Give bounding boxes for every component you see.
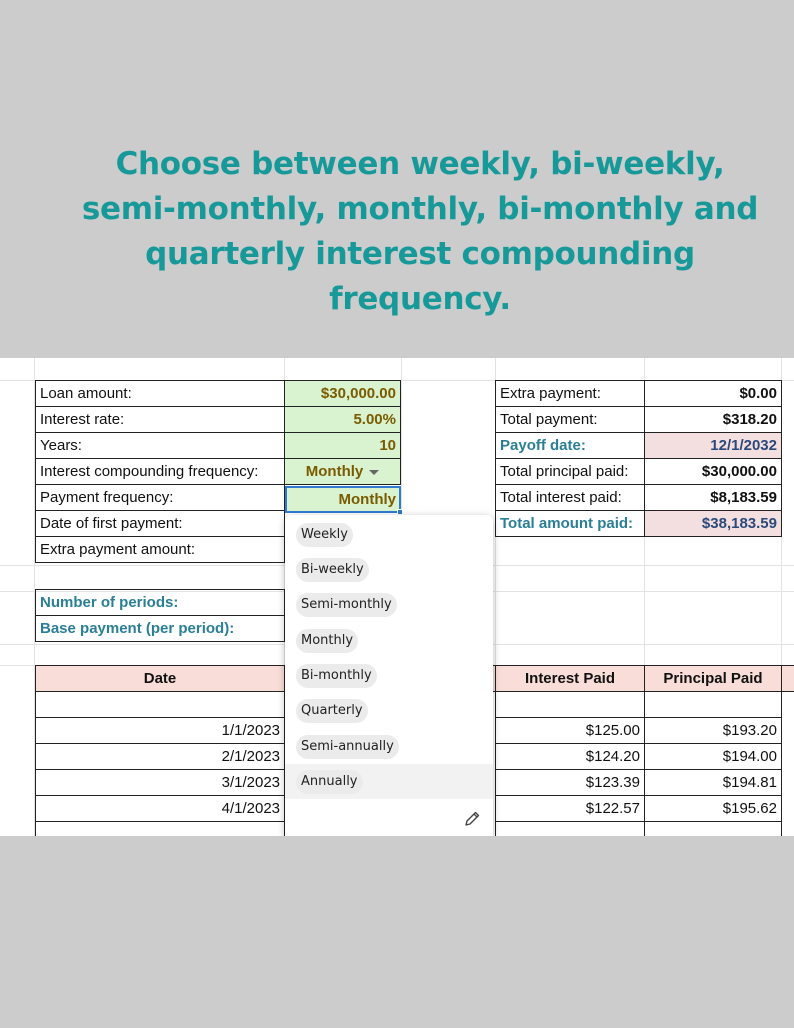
base-payment-label: Base payment (per period): xyxy=(35,615,285,642)
dropdown-option-semi-monthly[interactable] xyxy=(285,587,493,622)
extra-payment-amount-label: Extra payment amount: xyxy=(35,536,285,563)
first-payment-date-label: Date of first payment: xyxy=(35,510,285,537)
headline-line-2: semi-monthly, monthly, bi-monthly and xyxy=(81,191,759,227)
dropdown-option-weekly[interactable] xyxy=(285,517,493,552)
dropdown-option-monthly[interactable] xyxy=(285,623,493,658)
payment-frequency-select[interactable]: Monthly xyxy=(285,486,401,513)
table-row-principal: $194.81 xyxy=(644,769,782,796)
total-amount-value: $38,183.59 xyxy=(644,510,782,537)
table-row-date: 3/1/2023 xyxy=(35,769,285,796)
frequency-dropdown-menu xyxy=(285,515,493,836)
payment-frequency-label: Payment frequency: xyxy=(35,484,285,511)
interest-rate-label: Interest rate: xyxy=(35,406,285,433)
dropdown-option-quarterly[interactable] xyxy=(285,693,493,728)
table-row-date: 1/1/2023 xyxy=(35,717,285,744)
dropdown-option-bi-weekly[interactable] xyxy=(285,552,493,587)
compounding-label: Interest compounding frequency: xyxy=(35,458,285,485)
total-interest-label: Total interest paid: xyxy=(495,484,645,511)
option-chip: Annually xyxy=(296,770,363,794)
dropdown-option-annually[interactable] xyxy=(285,764,493,799)
dropdown-option-bi-monthly[interactable] xyxy=(285,658,493,693)
table-row-principal: $195.62 xyxy=(644,795,782,822)
table-row-interest: $124.20 xyxy=(495,743,645,770)
spreadsheet xyxy=(0,358,794,836)
principal-paid-header: Principal Paid xyxy=(644,665,782,692)
table-row-cut xyxy=(644,821,782,836)
option-chip: Bi-weekly xyxy=(296,558,369,582)
dropdown-option-semi-annually[interactable] xyxy=(285,729,493,764)
payoff-date-value: 12/1/2032 xyxy=(644,432,782,459)
total-payment-label: Total payment: xyxy=(495,406,645,433)
total-principal-value: $30,000.00 xyxy=(644,458,782,485)
years-input[interactable]: 10 xyxy=(284,432,401,459)
header-overflow xyxy=(781,665,794,692)
option-chip: Semi-annually xyxy=(296,735,399,759)
table-row-principal: $194.00 xyxy=(644,743,782,770)
number-of-periods-label: Number of periods: xyxy=(35,589,285,616)
table-row-interest: $123.39 xyxy=(495,769,645,796)
total-amount-label: Total amount paid: xyxy=(495,510,645,537)
total-payment-value: $318.20 xyxy=(644,406,782,433)
extra-payment-label: Extra payment: xyxy=(495,380,645,407)
extra-payment-value: $0.00 xyxy=(644,380,782,407)
headline-line-4: frequency. xyxy=(329,281,511,317)
blank-row xyxy=(495,691,645,718)
blank-row xyxy=(35,691,285,718)
payoff-date-label: Payoff date: xyxy=(495,432,645,459)
option-chip: Bi-monthly xyxy=(296,664,377,688)
option-chip: Semi-monthly xyxy=(296,593,397,617)
table-row-date: 4/1/2023 xyxy=(35,795,285,822)
loan-amount-input[interactable]: $30,000.00 xyxy=(284,380,401,407)
headline-line-1: Choose between weekly, bi-weekly, xyxy=(115,146,725,182)
option-chip: Quarterly xyxy=(296,699,368,723)
pencil-icon[interactable] xyxy=(463,810,481,828)
total-interest-value: $8,183.59 xyxy=(644,484,782,511)
table-row-cut xyxy=(495,821,645,836)
option-chip: Monthly xyxy=(296,629,358,653)
loan-amount-label: Loan amount: xyxy=(35,380,285,407)
date-column-header: Date xyxy=(35,665,285,692)
interest-paid-header: Interest Paid xyxy=(495,665,645,692)
interest-rate-input[interactable]: 5.00% xyxy=(284,406,401,433)
total-principal-label: Total principal paid: xyxy=(495,458,645,485)
chevron-down-icon[interactable] xyxy=(369,470,379,475)
table-row-interest: $125.00 xyxy=(495,717,645,744)
table-row-cut xyxy=(35,821,285,836)
blank-row xyxy=(644,691,782,718)
years-label: Years: xyxy=(35,432,285,459)
table-row-interest: $122.57 xyxy=(495,795,645,822)
compounding-dropdown[interactable] xyxy=(284,458,401,485)
table-row-date: 2/1/2023 xyxy=(35,743,285,770)
headline xyxy=(40,142,794,322)
compounding-value: Monthly xyxy=(305,463,364,480)
option-chip: Weekly xyxy=(296,523,353,547)
headline-line-3: quarterly interest compounding xyxy=(145,236,695,272)
table-row-principal: $193.20 xyxy=(644,717,782,744)
